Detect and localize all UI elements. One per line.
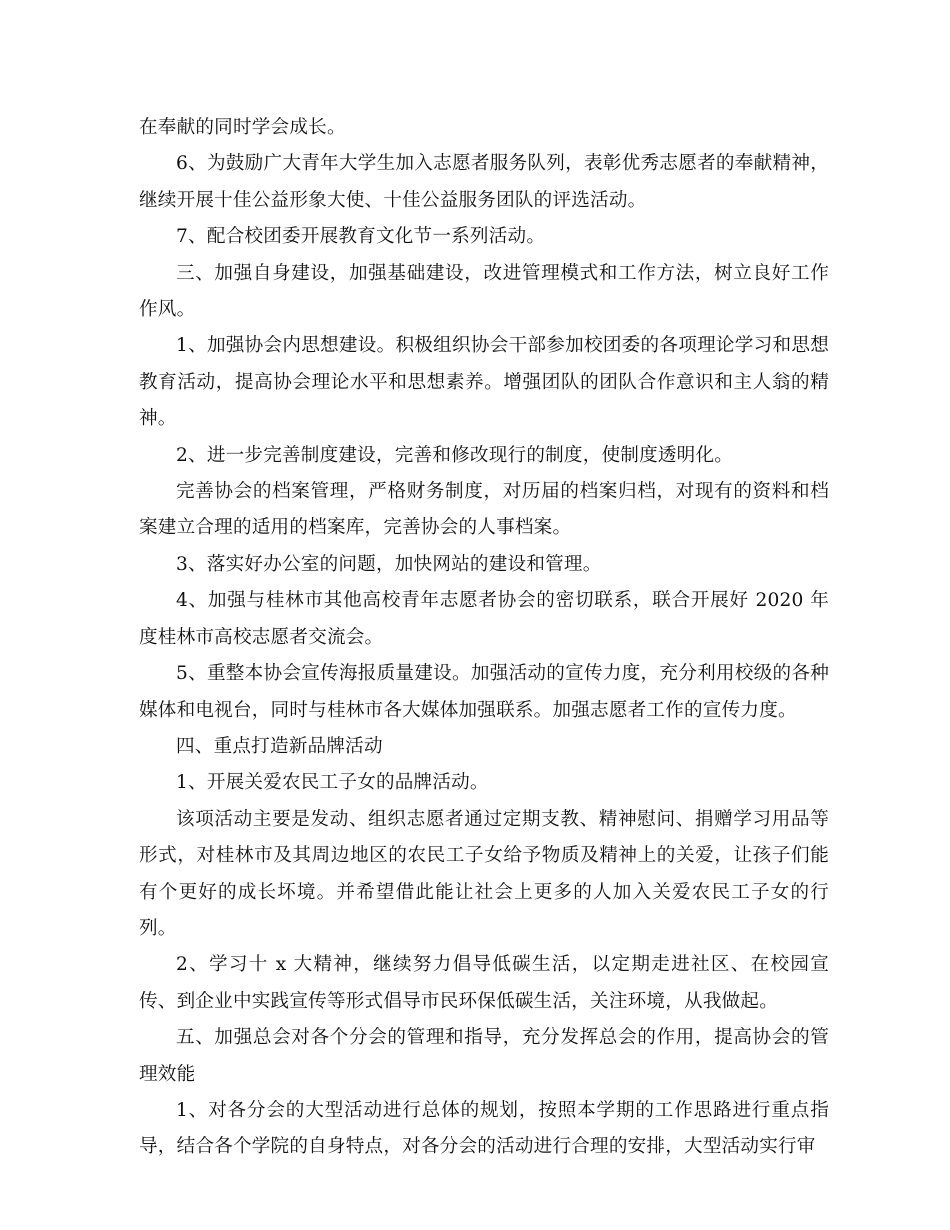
paragraph-6: 2、进一步完善制度建设，完善和修改现行的制度，使制度透明化。 bbox=[176, 444, 734, 466]
paragraph-14: 2、学习十 x 大精神，继续努力倡导低碳生活，以定期走进社区、在校园宣传、到企业中实践宣传等形式倡导市民环保低碳生活，关注环境，从我做起。 bbox=[139, 954, 829, 1012]
paragraph-8: 3、落实好办公室的问题，加快网站的建设和管理。 bbox=[176, 553, 602, 575]
paragraph-15: 五、加强总会对各个分会的管理和指导，充分发挥总会的作用，提高协会的管理效能 bbox=[139, 1027, 829, 1085]
paragraph-16: 1、对各分会的大型活动进行总体的规划，按照本学期的工作思路进行重点指导，结合各个学院的自身特点，对各分会的活动进行合理的安排，大型活动实行审 bbox=[139, 1099, 829, 1158]
document-body bbox=[139, 110, 829, 1166]
paragraph-12: 1、开展关爱农民工子女的品牌活动。 bbox=[176, 772, 489, 794]
paragraph-4: 三、加强自身建设，加强基础建设，改进管理模式和工作方法，树立良好工作作风。 bbox=[139, 262, 829, 321]
paragraph-3: 7、配合校团委开展教育文化节一系列活动。 bbox=[176, 226, 546, 248]
paragraph-7: 完善协会的档案管理，严格财务制度，对历届的档案归档，对现有的资料和档案建立合理的适用的档案库，完善协会的人事档案。 bbox=[139, 481, 829, 539]
paragraph-10: 5、重整本协会宣传海报质量建设。加强活动的宣传力度，充分利用校级的各种媒体和电视台，同时与桂林市各大媒体加强联系。加强志愿者工作的宣传力度。 bbox=[139, 663, 829, 721]
paragraph-1: 在奉献的同时学会成长。 bbox=[139, 117, 346, 138]
paragraph-5: 1、加强协会内思想建设。积极组织协会干部参加校团委的各项理论学习和思想教育活动，提高协会理论水平和思想素养。增强团队的团队合作意识和主人翁的精神。 bbox=[139, 335, 829, 430]
paragraph-11: 四、重点打造新品牌活动 bbox=[176, 735, 383, 757]
paragraph-13: 该项活动主要是发动、组织志愿者通过定期支教、精神慰问、捐赠学习用品等形式，对桂林市及其周边地区的农民工子女给予物质及精神上的关爱，让孩子们能有个更好的成长坏境。并希望借此能让社会上更多的人加入关爱农民工子女的行列。 bbox=[139, 808, 829, 939]
paragraph-2: 6、为鼓励广大青年大学生加入志愿者服务队列，表彰优秀志愿者的奉献精神，继续开展十佳公益形象大使、十佳公益服务团队的评选活动。 bbox=[139, 153, 829, 211]
paragraph-9: 4、加强与桂林市其他高校青年志愿者协会的密切联系，联合开展好 2020 年度桂林市高校志愿者交流会。 bbox=[139, 590, 829, 648]
